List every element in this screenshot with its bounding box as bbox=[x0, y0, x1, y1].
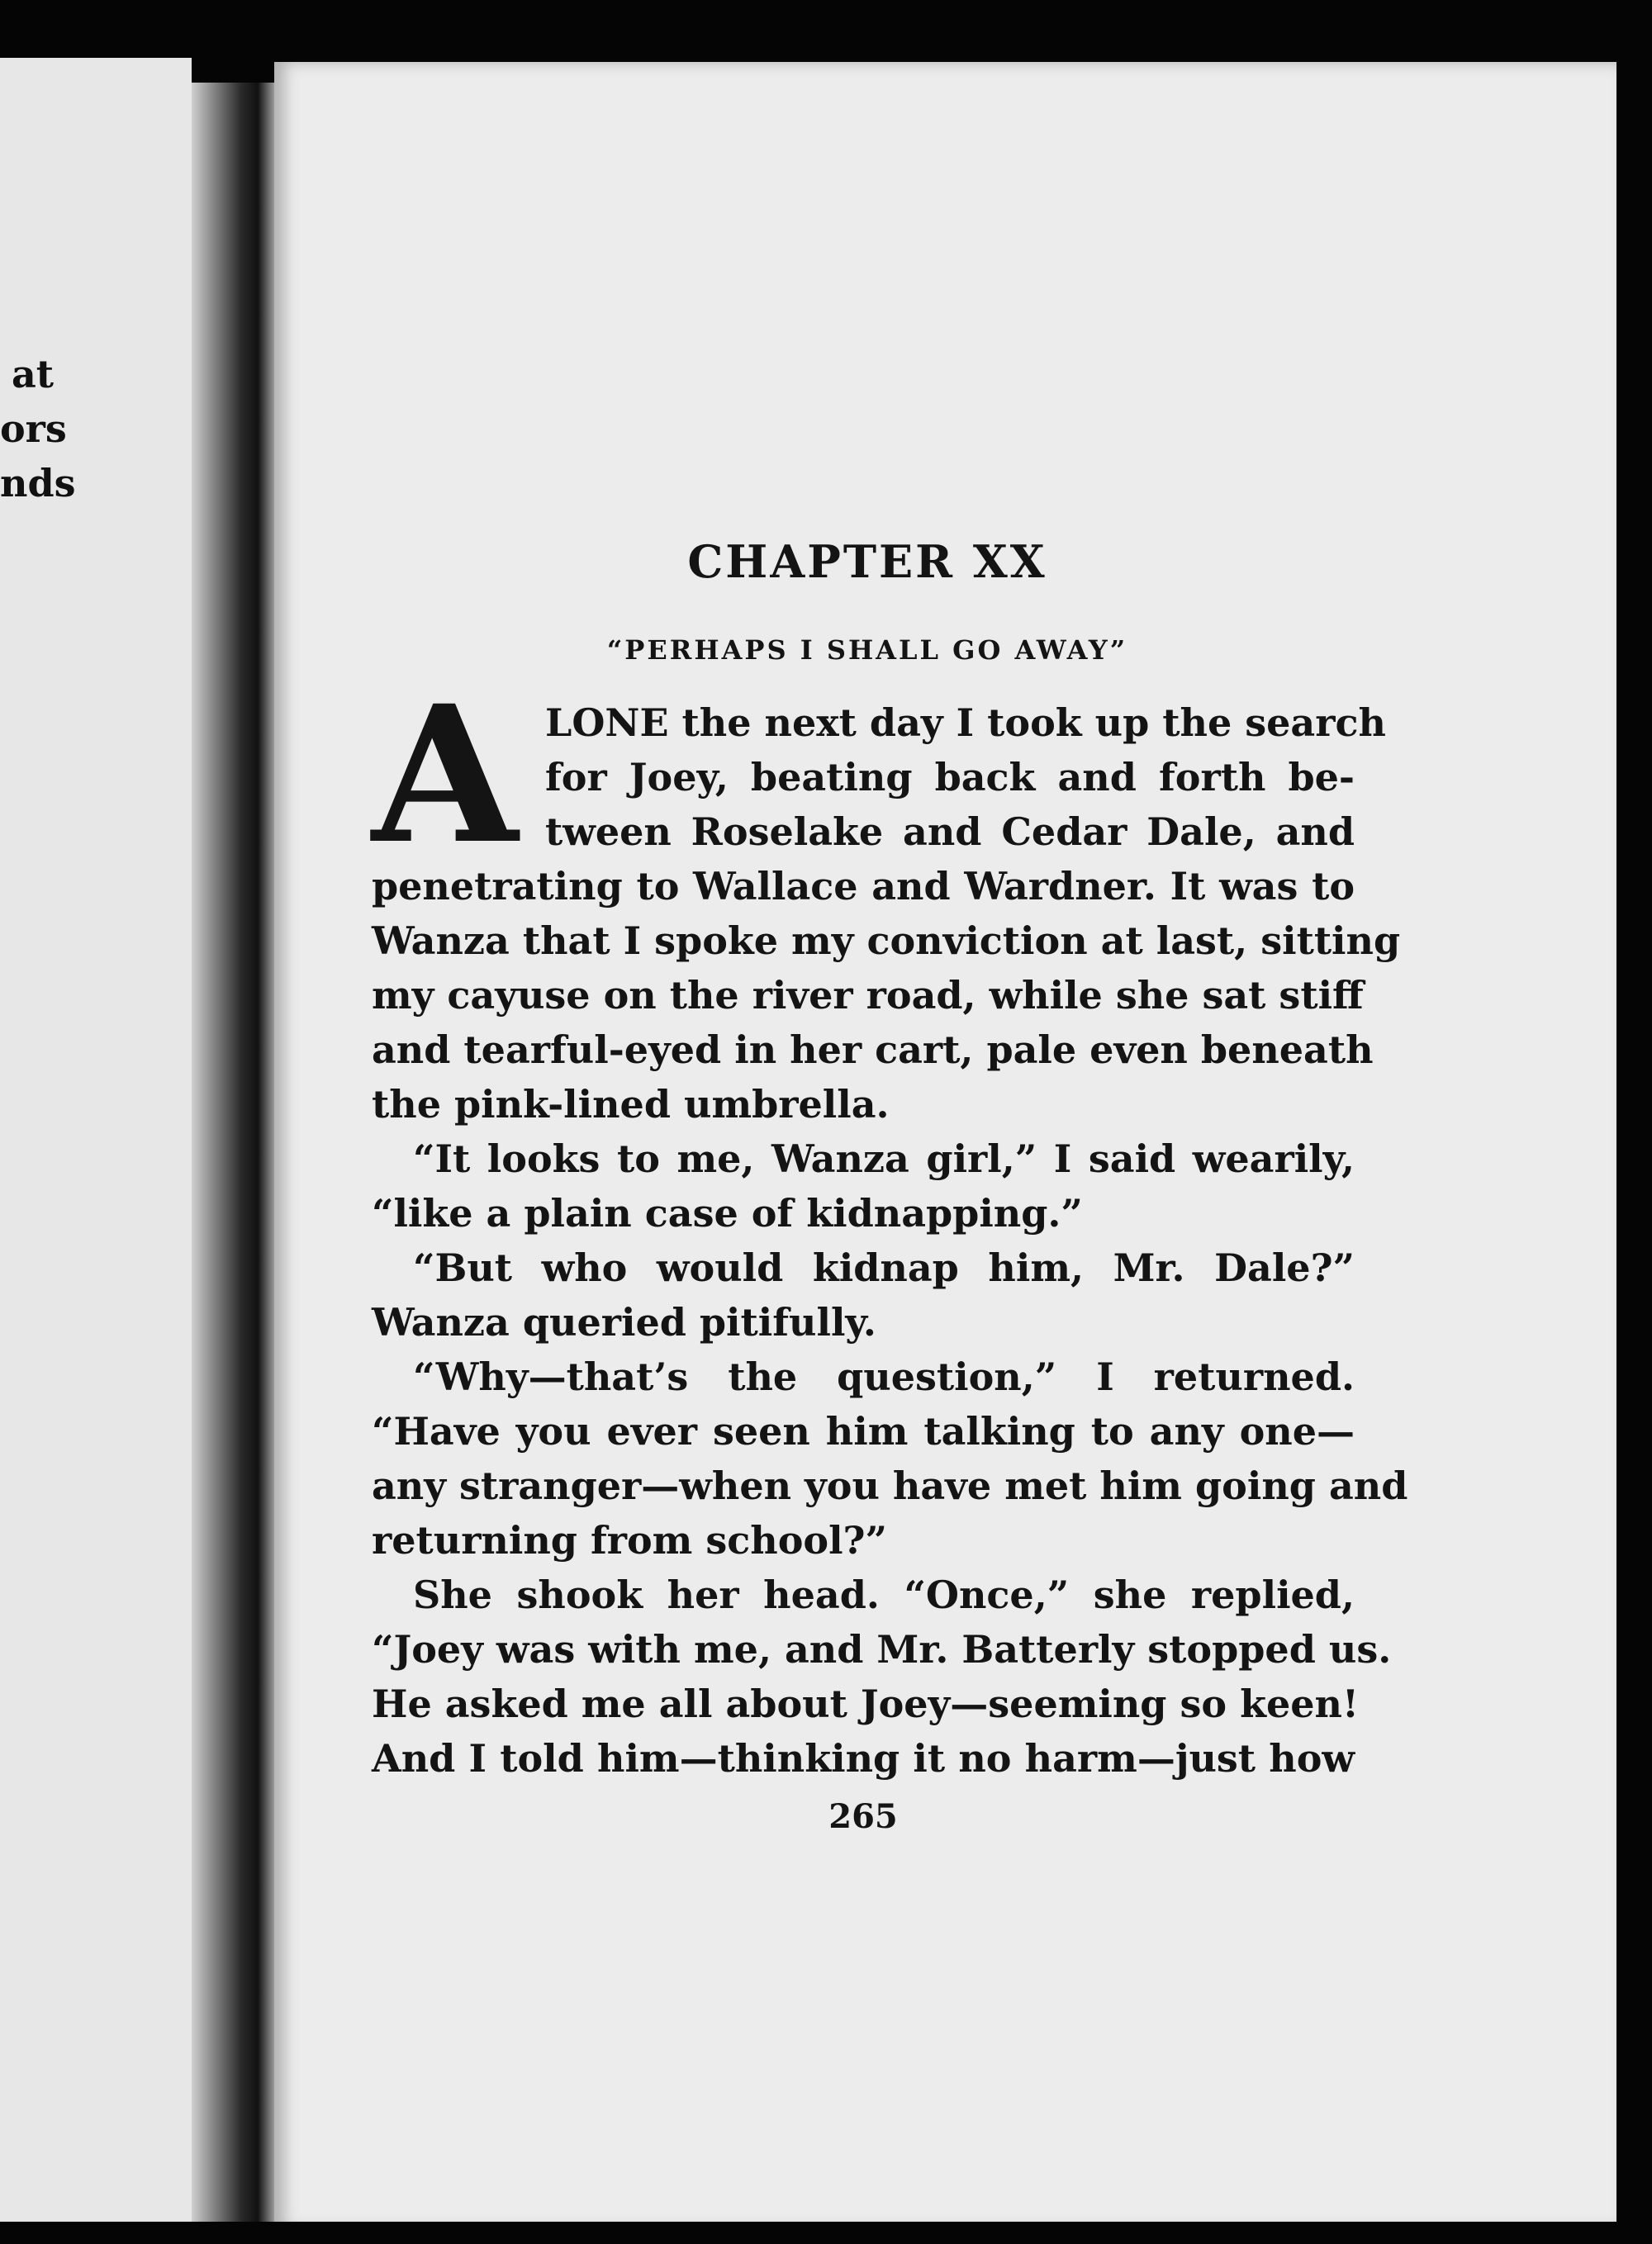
text-line: “Have you ever seen him talking to any one— bbox=[372, 1409, 1355, 1454]
page-number: 265 bbox=[828, 1797, 898, 1836]
text-line: He asked me all about Joey—seeming so keen! bbox=[372, 1682, 1360, 1726]
fragment-line: nds bbox=[0, 461, 76, 505]
text-line: any stranger—when you have met him going and bbox=[372, 1464, 1408, 1508]
opening-paragraph bbox=[372, 664, 1386, 885]
chapter-title: CHAPTER XX bbox=[687, 535, 1047, 588]
paragraph bbox=[372, 1350, 1408, 1568]
text-line: “It looks to me, Wanza girl,” I said wearily, bbox=[413, 1136, 1355, 1181]
text-line: “like a plain case of kidnapping.” bbox=[372, 1191, 1083, 1236]
text-line: and tearful-eyed in her cart, pale even beneath bbox=[372, 1027, 1374, 1072]
paragraph bbox=[372, 1568, 1392, 1786]
text-line: returning from school?” bbox=[372, 1518, 887, 1563]
text-line: LONE the next day I took up the search bbox=[545, 700, 1386, 745]
previous-page-text-fragments bbox=[0, 347, 192, 510]
scan-border-bottom bbox=[0, 2222, 1652, 2244]
page-text bbox=[372, 529, 1408, 1842]
text-line: “But who would kidnap him, Mr. Dale?” bbox=[413, 1245, 1355, 1290]
text-line: Wanza queried pitifully. bbox=[372, 1300, 876, 1345]
scan-border-right bbox=[1616, 50, 1652, 2244]
paragraph bbox=[372, 1241, 1355, 1350]
chapter-subtitle: “PERHAPS I SHALL GO AWAY” bbox=[606, 634, 1128, 666]
previous-page bbox=[0, 58, 192, 2222]
text-line: penetrating to Wallace and Wardner. It was to bbox=[372, 864, 1355, 909]
text-line: the pink-lined umbrella. bbox=[372, 1082, 890, 1127]
text-line: my cayuse on the river road, while she sat stiff bbox=[372, 973, 1364, 1018]
fragment-line: ors bbox=[0, 406, 67, 451]
fragment-line: at bbox=[12, 352, 55, 396]
drop-cap: A bbox=[372, 664, 518, 885]
paragraph bbox=[372, 1131, 1355, 1241]
paragraph bbox=[372, 859, 1401, 1131]
book-gutter-shadow bbox=[192, 83, 274, 2230]
text-line: for Joey, beating back and forth be- bbox=[545, 755, 1355, 799]
text-line: “Joey was with me, and Mr. Batterly stopped us. bbox=[372, 1627, 1392, 1672]
text-line: Wanza that I spoke my conviction at last, sitting bbox=[372, 918, 1401, 963]
text-line: “Why—that’s the question,” I returned. bbox=[413, 1354, 1355, 1399]
chapter-body bbox=[372, 664, 1408, 1786]
text-line: And I told him—thinking it no harm—just how bbox=[372, 1736, 1355, 1781]
text-line: tween Roselake and Cedar Dale, and bbox=[545, 809, 1355, 854]
text-line: She shook her head. “Once,” she replied, bbox=[413, 1573, 1355, 1617]
